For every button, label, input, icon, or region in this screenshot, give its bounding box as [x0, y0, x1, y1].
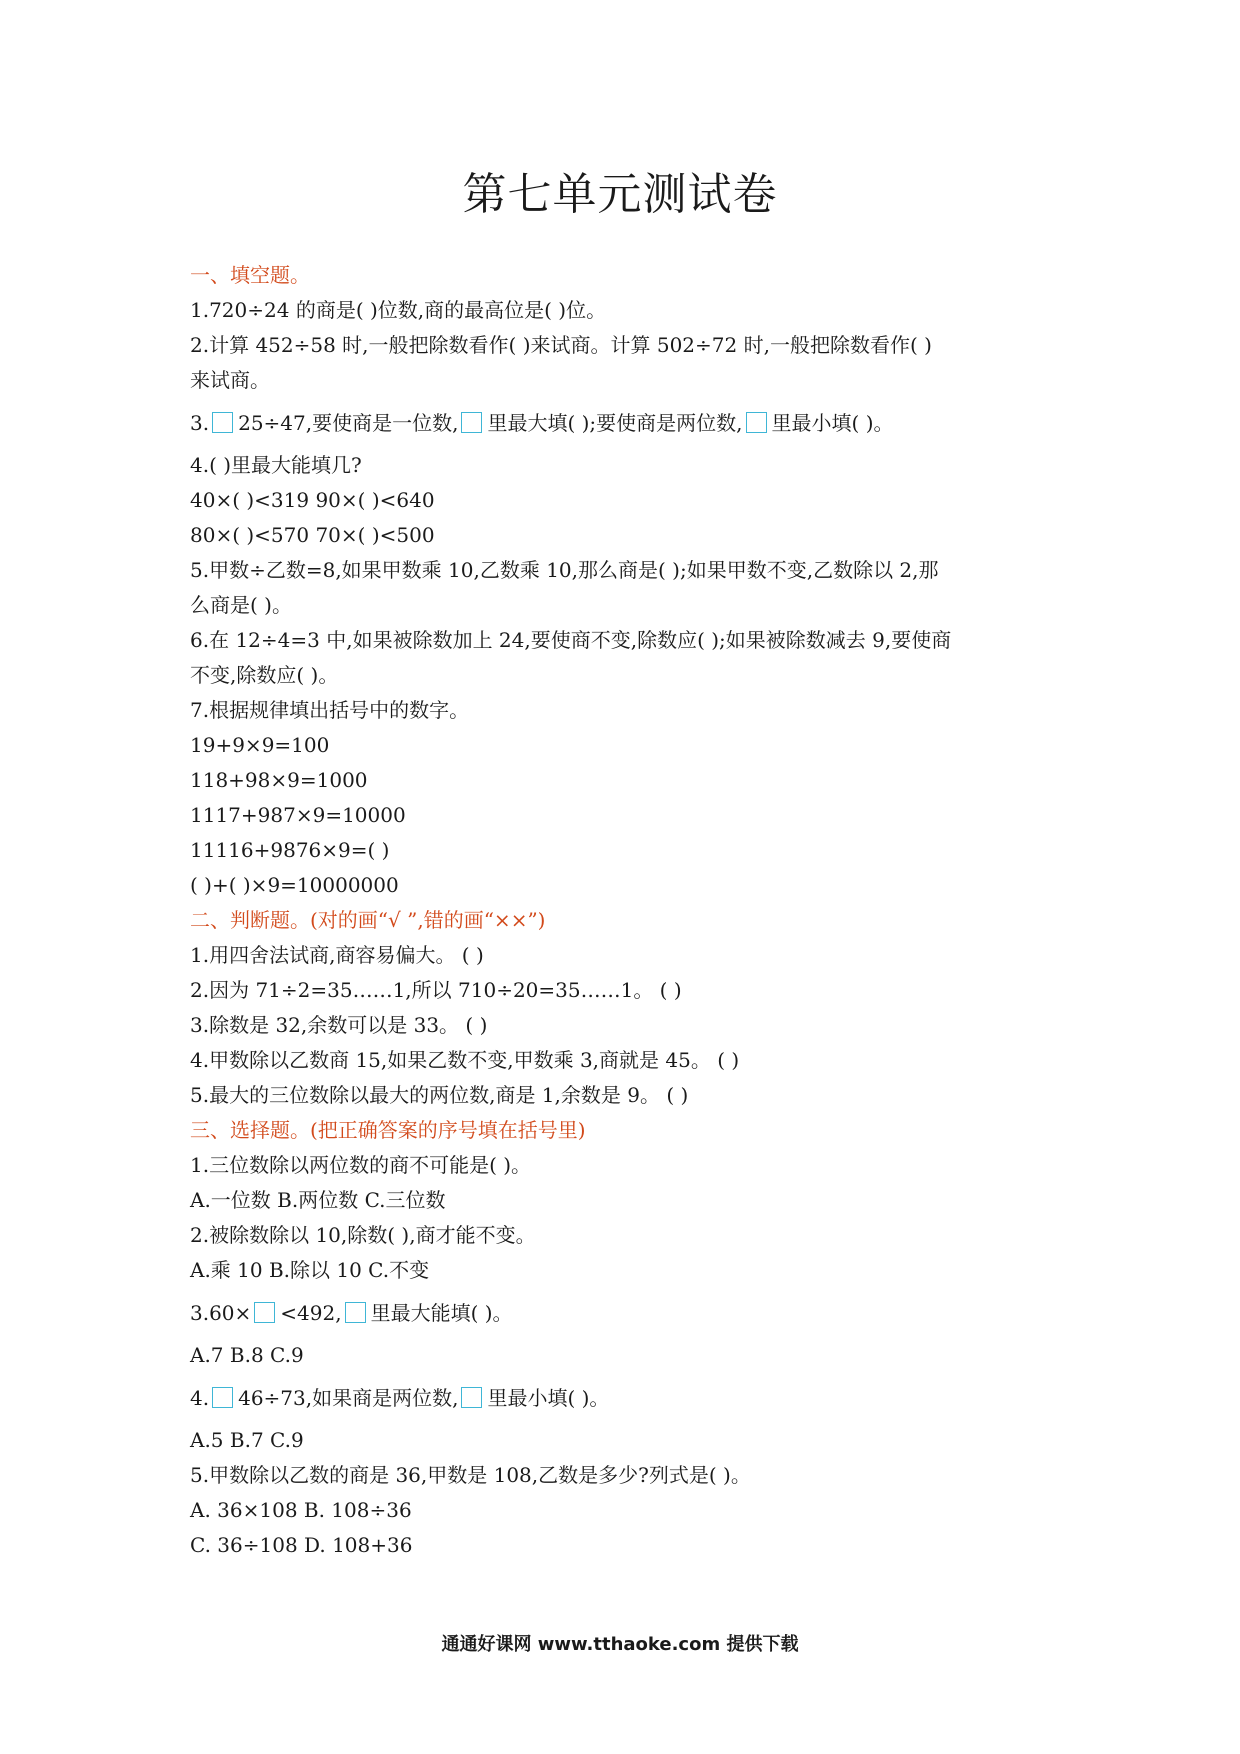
answer-box: [461, 412, 482, 433]
judge-item: 3.除数是 32,余数可以是 33。 ( ): [190, 1013, 488, 1037]
choice-question-2: 2.被除数除以 10,除数( ),商才能不变。: [190, 1223, 536, 1247]
answer-box: [746, 412, 767, 433]
page-title: 第七单元测试卷: [462, 169, 778, 220]
judge-item: 5.最大的三位数除以最大的两位数,商是 1,余数是 9。 ( ): [190, 1083, 689, 1107]
question-1-2-line1: 2.计算 452÷58 时,一般把除数看作( )来试商。计算 502÷72 时,一般把除数看作( ): [190, 333, 932, 357]
section-heading-fill-blank: 一、填空题。: [190, 263, 310, 287]
question-1-7-title: 7.根据规律填出括号中的数字。: [190, 698, 470, 722]
question-1-6-line1: 6.在 12÷4=3 中,如果被除数加上 24,要使商不变,除数应( );如果被除数减去 9,要使商: [190, 628, 952, 652]
question-1-1: 1.720÷24 的商是( )位数,商的最高位是( )位。: [190, 298, 607, 322]
judge-item: 1.用四舍法试商,商容易偏大。 ( ): [190, 943, 484, 967]
answer-box: [345, 1302, 366, 1323]
pattern-line: 19+9×9=100: [190, 733, 330, 757]
section-heading-multiple-choice: 三、选择题。(把正确答案的序号填在括号里): [190, 1118, 586, 1142]
question-1-4-row2: 80×( )<570 70×( )<500: [190, 523, 435, 547]
question-1-4-title: 4.( )里最大能填几?: [190, 453, 362, 477]
judge-item: 4.甲数除以乙数商 15,如果乙数不变,甲数乘 3,商就是 45。 ( ): [190, 1048, 740, 1072]
answer-box: [461, 1387, 482, 1408]
choice-question-1: 1.三位数除以两位数的商不可能是( )。: [190, 1153, 532, 1177]
judge-item: 2.因为 71÷2=35……1,所以 710÷20=35……1。 ( ): [190, 978, 682, 1002]
answer-box: [212, 1387, 233, 1408]
question-1-6-line2: 不变,除数应( )。: [190, 663, 339, 687]
choice-question-5: 5.甲数除以乙数的商是 36,甲数是 108,乙数是多少?列式是( )。: [190, 1463, 751, 1487]
choice-options-3: A.7 B.8 C.9: [190, 1343, 304, 1367]
question-1-3: 3. 25÷47,要使商是一位数, 里最大填( );要使商是两位数, 里最小填( )。: [190, 411, 894, 435]
choice-options-5-row1: A. 36×108 B. 108÷36: [190, 1498, 412, 1522]
choice-options-5-row2: C. 36÷108 D. 108+36: [190, 1533, 413, 1557]
pattern-line: 11116+9876×9=( ): [190, 838, 390, 862]
choice-options-1: A.一位数 B.两位数 C.三位数: [190, 1188, 446, 1212]
answer-box: [254, 1302, 275, 1323]
choice-options-2: A.乘 10 B.除以 10 C.不变: [190, 1258, 430, 1282]
answer-box: [212, 412, 233, 433]
question-1-5-line2: 么商是( )。: [190, 593, 292, 617]
question-1-2-line2: 来试商。: [190, 368, 270, 392]
worksheet-content: [190, 258, 1070, 1563]
section-heading-true-false: 二、判断题。(对的画“√ ”,错的画“××”): [190, 908, 546, 932]
choice-question-3: 3.60× <492, 里最大能填( )。: [190, 1301, 513, 1325]
footer-download-note: 通通好课网 www.tthaoke.com 提供下载: [441, 1634, 799, 1655]
choice-question-4: 4. 46÷73,如果商是两位数, 里最小填( )。: [190, 1386, 610, 1410]
question-1-4-row1: 40×( )<319 90×( )<640: [190, 488, 435, 512]
pattern-line: 118+98×9=1000: [190, 768, 368, 792]
pattern-line: ( )+( )×9=10000000: [190, 873, 399, 897]
question-1-5-line1: 5.甲数÷乙数=8,如果甲数乘 10,乙数乘 10,那么商是( );如果甲数不变,乙数除以 2,那: [190, 558, 939, 582]
pattern-line: 1117+987×9=10000: [190, 803, 406, 827]
choice-options-4: A.5 B.7 C.9: [190, 1428, 304, 1452]
